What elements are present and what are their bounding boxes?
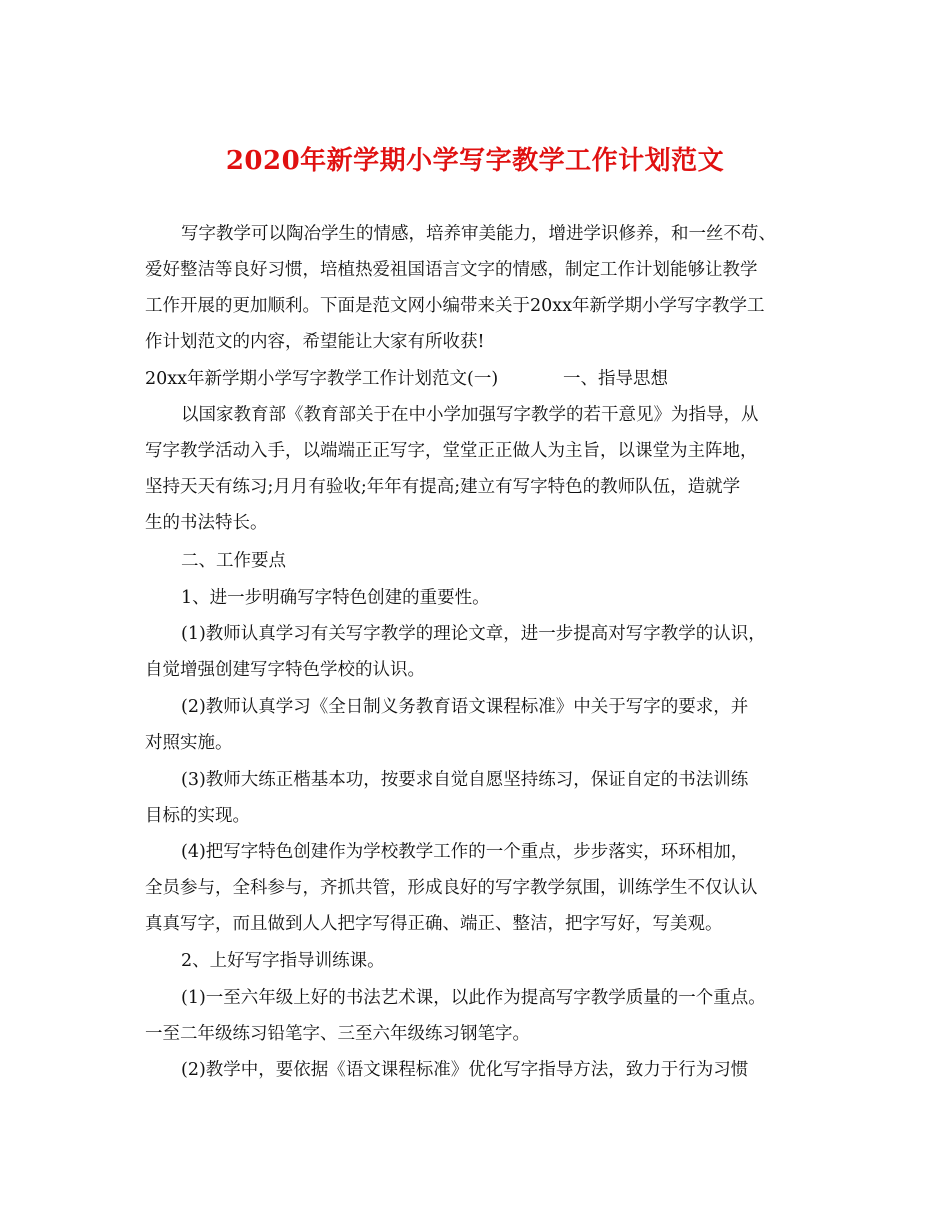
paragraph-line: (2)教学中，要依据《语文课程标准》优化写字指导方法，致力于行为习惯 bbox=[181, 1060, 749, 1080]
paragraph-line: 生的书法特长。 bbox=[145, 513, 268, 533]
paragraph-line: (1)一至六年级上好的书法艺术课，以此作为提高写字教学质量的一个重点。 bbox=[181, 988, 766, 1008]
paragraph-line: 爱好整洁等良好习惯，培植热爱祖国语言文字的情感，制定工作计划能够让教学 bbox=[145, 260, 758, 280]
paragraph-line: 目标的实现。 bbox=[145, 806, 250, 826]
paragraph-line: 真真写字，而且做到人人把字写得正确、端正、整洁，把字写好，写美观。 bbox=[145, 914, 723, 934]
section-heading: 一、指导思想 bbox=[563, 369, 668, 389]
paragraph-line: (2)教师认真学习《全日制义务教育语文课程标准》中关于写字的要求，并 bbox=[181, 697, 749, 717]
paragraph-line: 一至二年级练习铅笔字、三至六年级练习钢笔字。 bbox=[145, 1024, 530, 1044]
paragraph-line: (3)教师大练正楷基本功，按要求自觉自愿坚持练习，保证自定的书法训练 bbox=[181, 770, 749, 790]
paragraph-line: 1、进一步明确写字特色创建的重要性。 bbox=[181, 588, 490, 608]
paragraph-line: 坚持天天有练习;月月有验收;年年有提高;建立有写字特色的教师队伍，造就学 bbox=[145, 477, 741, 497]
paragraph-line: 作计划范文的内容，希望能让大家有所收获! bbox=[145, 332, 485, 352]
paragraph-line: 工作开展的更加顺利。下面是范文网小编带来关于20xx年新学期小学写字教学工 bbox=[145, 296, 765, 316]
paragraph-line: 2、上好写字指导训练课。 bbox=[181, 951, 385, 971]
paragraph-line: 以国家教育部《教育部关于在中小学加强写字教学的若干意见》为指导，从 bbox=[181, 405, 759, 425]
section-heading: 二、工作要点 bbox=[181, 551, 286, 571]
paragraph-line: 写字教学活动入手，以端端正正写字，堂堂正正做人为主旨，以课堂为主阵地， bbox=[145, 441, 758, 461]
paragraph-line: 写字教学可以陶冶学生的情感，培养审美能力，增进学识修养，和一丝不苟、 bbox=[181, 224, 776, 244]
paragraph-line: (1)教师认真学习有关写字教学的理论文章，进一步提高对写字教学的认识， bbox=[181, 624, 766, 644]
paragraph-line: 对照实施。 bbox=[145, 733, 233, 753]
paragraph-line: 20xx年新学期小学写字教学工作计划范文(一) bbox=[145, 369, 499, 389]
document-title: 2020年新学期小学写字教学工作计划范文 bbox=[225, 146, 725, 176]
paragraph-line: 自觉增强创建写字特色学校的认识。 bbox=[145, 660, 425, 680]
paragraph-line: 全员参与，全科参与，齐抓共管，形成良好的写字教学氛围，训练学生不仅认认 bbox=[145, 878, 758, 898]
paragraph-line: (4)把写字特色创建作为学校教学工作的一个重点，步步落实，环环相加， bbox=[181, 842, 749, 862]
